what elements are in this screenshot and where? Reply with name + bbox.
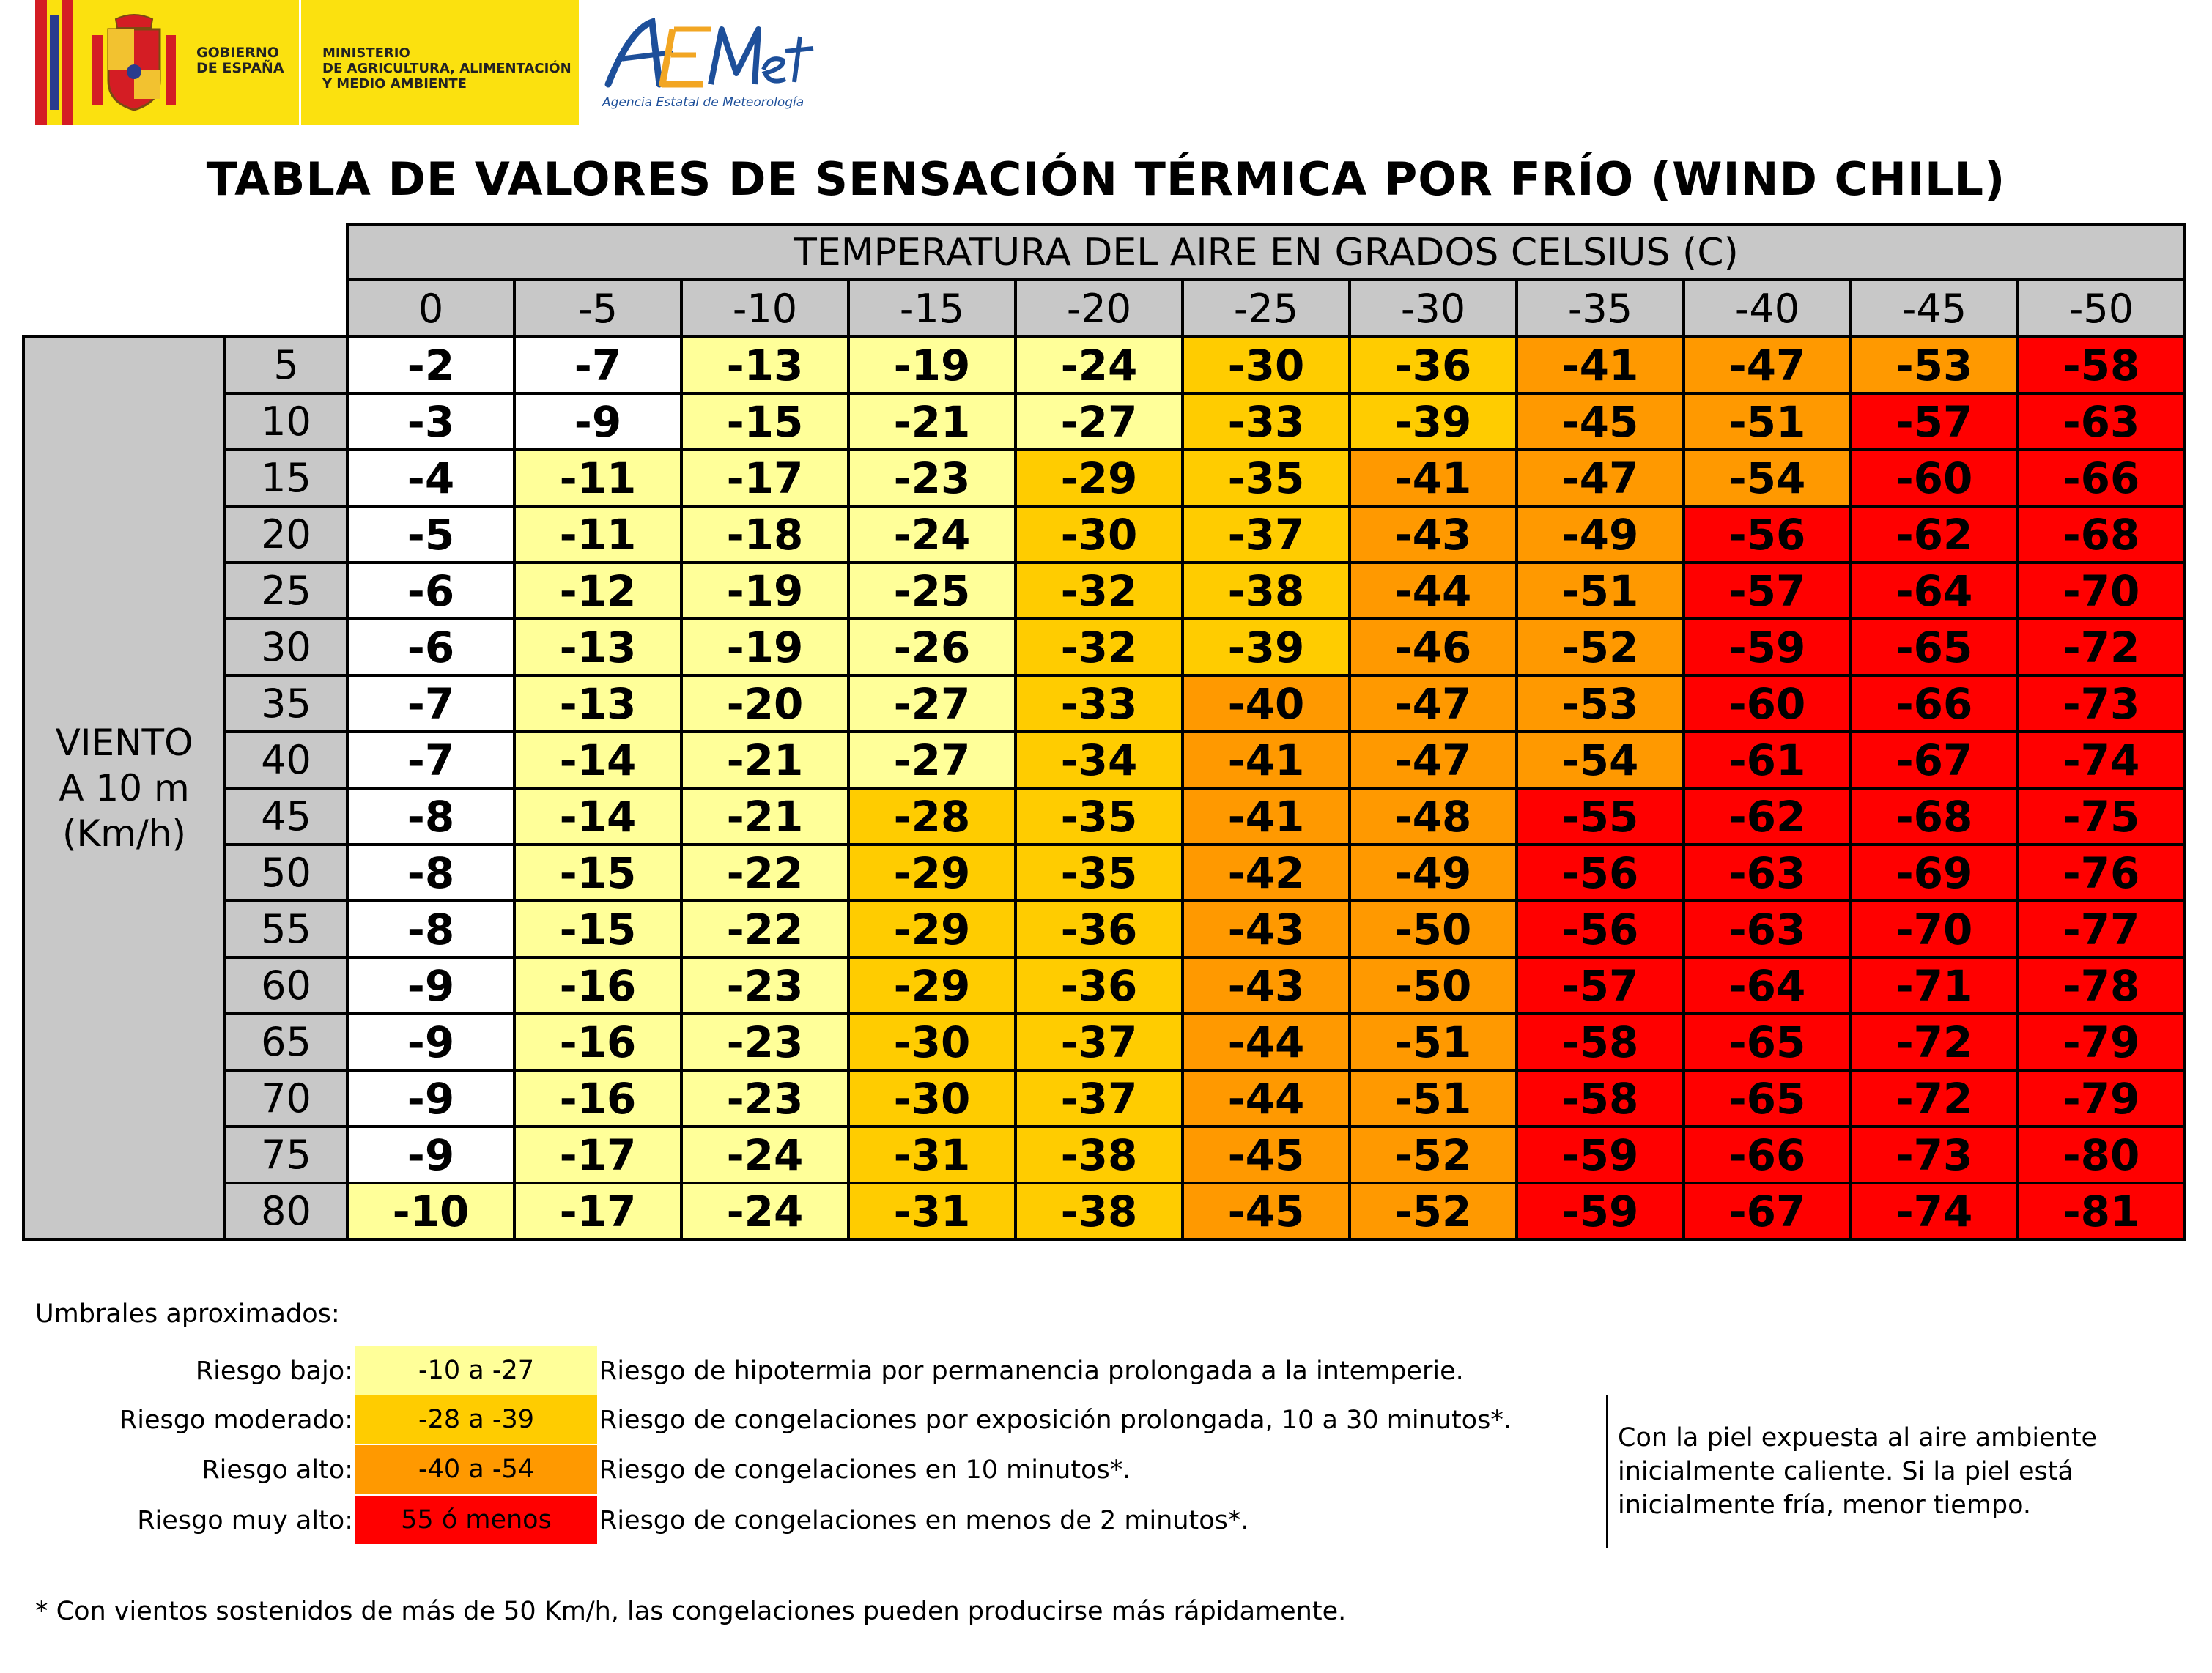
wind-chill-cell: -41 — [1183, 788, 1350, 845]
wind-chill-cell: -63 — [2018, 393, 2185, 450]
legend-range-swatch: -28 a -39 — [355, 1395, 597, 1444]
wind-chill-cell: -20 — [681, 675, 848, 732]
wind-chill-cell: -8 — [347, 901, 514, 957]
header-divider — [299, 0, 301, 125]
wind-speed-label: 60 — [225, 957, 347, 1014]
wind-chill-cell: -3 — [347, 393, 514, 450]
temperature-column-header: -20 — [1016, 280, 1183, 337]
wind-chill-cell: -62 — [1851, 506, 2018, 563]
footnote: * Con vientos sostenidos de más de 50 Km/h, las congelaciones pueden producirse más rápidamente. — [35, 1597, 1347, 1626]
wind-chill-cell: -44 — [1183, 1014, 1350, 1070]
wind-chill-cell: -28 — [848, 788, 1016, 845]
wind-speed-label: 45 — [225, 788, 347, 845]
wind-chill-cell: -77 — [2018, 901, 2185, 957]
wind-chill-cell: -70 — [2018, 563, 2185, 619]
wind-chill-cell: -27 — [1016, 393, 1183, 450]
wind-chill-cell: -51 — [1350, 1014, 1517, 1070]
wind-chill-cell: -17 — [514, 1127, 681, 1183]
wind-chill-cell: -42 — [1183, 845, 1350, 901]
wind-speed-label: 75 — [225, 1127, 347, 1183]
wind-chill-cell: -7 — [514, 337, 681, 393]
wind-chill-cell: -58 — [2018, 337, 2185, 393]
wind-chill-cell: -31 — [848, 1127, 1016, 1183]
wind-chill-cell: -45 — [1517, 393, 1684, 450]
wind-chill-cell: -72 — [1851, 1014, 2018, 1070]
wind-chill-cell: -51 — [1350, 1070, 1517, 1127]
wind-chill-cell: -57 — [1684, 563, 1851, 619]
wind-speed-label: 80 — [225, 1183, 347, 1239]
wind-chill-cell: -58 — [1517, 1014, 1684, 1070]
table-row — [23, 1183, 2185, 1239]
wind-chill-cell: -44 — [1183, 1070, 1350, 1127]
wind-chill-cell: -59 — [1517, 1127, 1684, 1183]
legend-risk-label: Riesgo alto: — [201, 1455, 353, 1485]
wind-chill-cell: -39 — [1183, 619, 1350, 675]
wind-chill-cell: -41 — [1350, 450, 1517, 506]
wind-chill-cell: -18 — [681, 506, 848, 563]
wind-chill-cell: -17 — [681, 450, 848, 506]
wind-chill-cell: -16 — [514, 957, 681, 1014]
wind-chill-cell: -51 — [1517, 563, 1684, 619]
wind-chill-cell: -78 — [2018, 957, 2185, 1014]
wind-chill-cell: -79 — [2018, 1014, 2185, 1070]
temperature-column-header: -40 — [1684, 280, 1851, 337]
wind-chill-cell: -57 — [1517, 957, 1684, 1014]
wind-chill-cell: -29 — [848, 845, 1016, 901]
table-row — [23, 393, 2185, 450]
wind-chill-cell: -48 — [1350, 788, 1517, 845]
wind-chill-cell: -35 — [1183, 450, 1350, 506]
wind-chill-cell: -19 — [848, 337, 1016, 393]
wind-chill-cell: -47 — [1350, 675, 1517, 732]
wind-chill-cell: -49 — [1350, 845, 1517, 901]
wind-chill-cell: -8 — [347, 845, 514, 901]
wind-chill-cell: -79 — [2018, 1070, 2185, 1127]
wind-chill-cell: -53 — [1517, 675, 1684, 732]
wind-chill-cell: -76 — [2018, 845, 2185, 901]
wind-chill-cell: -24 — [848, 506, 1016, 563]
wind-chill-cell: -35 — [1016, 845, 1183, 901]
wind-chill-cell: -10 — [347, 1183, 514, 1239]
wind-chill-cell: -33 — [1016, 675, 1183, 732]
wind-chill-cell: -73 — [2018, 675, 2185, 732]
wind-chill-cell: -65 — [1684, 1014, 1851, 1070]
wind-chill-cell: -34 — [1016, 732, 1183, 788]
wind-speed-label: 50 — [225, 845, 347, 901]
wind-chill-cell: -30 — [1183, 337, 1350, 393]
spain-flag-icon — [35, 0, 73, 125]
wind-chill-cell: -9 — [347, 1014, 514, 1070]
wind-chill-cell: -23 — [681, 957, 848, 1014]
wind-chill-cell: -36 — [1016, 901, 1183, 957]
temperature-column-header: -10 — [681, 280, 848, 337]
table-row — [23, 901, 2185, 957]
aemet-subtitle: Agencia Estatal de Meteorología — [602, 95, 804, 110]
wind-chill-cell: -22 — [681, 901, 848, 957]
wind-speed-label: 30 — [225, 619, 347, 675]
table-corner — [23, 225, 225, 280]
legend-range-swatch: -40 a -54 — [355, 1445, 597, 1494]
page-title: TABLA DE VALORES DE SENSACIÓN TÉRMICA POR FRÍO (WIND CHILL) — [206, 152, 2006, 206]
wind-chill-cell: -9 — [347, 1127, 514, 1183]
temperature-column-header: -45 — [1851, 280, 2018, 337]
wind-chill-cell: -19 — [681, 563, 848, 619]
temperature-column-header: -15 — [848, 280, 1016, 337]
wind-chill-cell: -8 — [347, 788, 514, 845]
table-row — [23, 788, 2185, 845]
wind-chill-cell: -43 — [1183, 901, 1350, 957]
wind-chill-cell: -22 — [681, 845, 848, 901]
table-row — [23, 563, 2185, 619]
wind-speed-label: 40 — [225, 732, 347, 788]
wind-chill-cell: -68 — [2018, 506, 2185, 563]
wind-chill-cell: -39 — [1350, 393, 1517, 450]
table-row — [23, 1070, 2185, 1127]
wind-chill-cell: -66 — [2018, 450, 2185, 506]
wind-chill-cell: -26 — [848, 619, 1016, 675]
wind-chill-cell: -52 — [1350, 1127, 1517, 1183]
wind-chill-cell: -32 — [1016, 563, 1183, 619]
wind-chill-cell: -11 — [514, 450, 681, 506]
wind-chill-cell: -45 — [1183, 1127, 1350, 1183]
table-row — [23, 337, 2185, 393]
wind-chill-cell: -30 — [848, 1070, 1016, 1127]
wind-chill-cell: -56 — [1684, 506, 1851, 563]
wind-chill-cell: -74 — [1851, 1183, 2018, 1239]
wind-speed-label: 35 — [225, 675, 347, 732]
wind-chill-cell: -31 — [848, 1183, 1016, 1239]
wind-speed-label: 65 — [225, 1014, 347, 1070]
wind-chill-cell: -63 — [1684, 901, 1851, 957]
table-row — [23, 1127, 2185, 1183]
wind-chill-cell: -59 — [1517, 1183, 1684, 1239]
wind-speed-label: 10 — [225, 393, 347, 450]
wind-chill-cell: -47 — [1684, 337, 1851, 393]
wind-chill-cell: -19 — [681, 619, 848, 675]
wind-chill-cell: -37 — [1016, 1070, 1183, 1127]
legend-risk-label: Riesgo bajo: — [195, 1357, 353, 1386]
wind-chill-cell: -70 — [1851, 901, 2018, 957]
wind-chill-cell: -72 — [2018, 619, 2185, 675]
table-row — [23, 732, 2185, 788]
wind-chill-cell: -6 — [347, 563, 514, 619]
wind-speed-label: 70 — [225, 1070, 347, 1127]
legend-range-swatch: -10 a -27 — [355, 1346, 597, 1395]
wind-chill-cell: -24 — [681, 1183, 848, 1239]
wind-chill-cell: -38 — [1183, 563, 1350, 619]
table-row — [23, 845, 2185, 901]
wind-chill-cell: -41 — [1183, 732, 1350, 788]
wind-chill-cell: -32 — [1016, 619, 1183, 675]
wind-chill-cell: -65 — [1684, 1070, 1851, 1127]
wind-chill-cell: -7 — [347, 675, 514, 732]
table-row — [23, 957, 2185, 1014]
wind-chill-cell: -2 — [347, 337, 514, 393]
legend-risk-description: Riesgo de congelaciones en 10 minutos*. — [599, 1455, 1131, 1485]
wind-chill-cell: -30 — [1016, 506, 1183, 563]
skin-note: Con la piel expuesta al aire ambiente inicialmente caliente. Si la piel está inicialmente fría, menor tiempo. — [1618, 1423, 2098, 1520]
wind-chill-cell: -64 — [1851, 563, 2018, 619]
wind-speed-label: 20 — [225, 506, 347, 563]
wind-chill-cell: -61 — [1684, 732, 1851, 788]
wind-chill-cell: -50 — [1350, 957, 1517, 1014]
table-row — [23, 506, 2185, 563]
wind-chill-cell: -81 — [2018, 1183, 2185, 1239]
legend-risk-description: Riesgo de congelaciones en menos de 2 minutos*. — [599, 1506, 1249, 1535]
wind-chill-cell: -23 — [681, 1014, 848, 1070]
table-corner — [23, 280, 225, 337]
table-row — [23, 675, 2185, 732]
wind-chill-cell: -45 — [1183, 1183, 1350, 1239]
wind-chill-cell: -58 — [1517, 1070, 1684, 1127]
wind-chill-cell: -13 — [514, 619, 681, 675]
wind-chill-cell: -52 — [1350, 1183, 1517, 1239]
wind-chill-cell: -67 — [1851, 732, 2018, 788]
wind-chill-cell: -21 — [848, 393, 1016, 450]
temperature-column-header: -25 — [1183, 280, 1350, 337]
wind-chill-cell: -40 — [1183, 675, 1350, 732]
wind-chill-cell: -62 — [1684, 788, 1851, 845]
wind-speed-label: 5 — [225, 337, 347, 393]
wind-chill-cell: -56 — [1517, 845, 1684, 901]
wind-chill-cell: -16 — [514, 1014, 681, 1070]
wind-chill-cell: -72 — [1851, 1070, 2018, 1127]
wind-chill-cell: -16 — [514, 1070, 681, 1127]
wind-chill-cell: -7 — [347, 732, 514, 788]
wind-chill-cell: -63 — [1684, 845, 1851, 901]
temperature-column-header: -30 — [1350, 280, 1517, 337]
wind-chill-cell: -71 — [1851, 957, 2018, 1014]
wind-chill-cell: -50 — [1350, 901, 1517, 957]
wind-chill-cell: -66 — [1684, 1127, 1851, 1183]
wind-chill-cell: -54 — [1517, 732, 1684, 788]
wind-chill-cell: -43 — [1350, 506, 1517, 563]
wind-chill-cell: -9 — [514, 393, 681, 450]
wind-chill-cell: -24 — [681, 1127, 848, 1183]
table-row — [23, 1014, 2185, 1070]
wind-chill-cell: -44 — [1350, 563, 1517, 619]
wind-chill-cell: -73 — [1851, 1127, 2018, 1183]
wind-chill-cell: -35 — [1016, 788, 1183, 845]
temperature-column-header: -5 — [514, 280, 681, 337]
wind-chill-cell: -74 — [2018, 732, 2185, 788]
wind-chill-cell: -53 — [1851, 337, 2018, 393]
table-corner — [225, 225, 347, 280]
temperature-column-header: 0 — [347, 280, 514, 337]
wind-chill-cell: -27 — [848, 675, 1016, 732]
wind-chill-cell: -30 — [848, 1014, 1016, 1070]
wind-chill-cell: -23 — [848, 450, 1016, 506]
wind-chill-cell: -55 — [1517, 788, 1684, 845]
wind-chill-cell: -15 — [514, 845, 681, 901]
table-row — [23, 619, 2185, 675]
wind-chill-cell: -29 — [848, 957, 1016, 1014]
wind-chill-cell: -9 — [347, 957, 514, 1014]
thresholds-heading: Umbrales aproximados: — [35, 1299, 340, 1329]
wind-chill-cell: -23 — [681, 1070, 848, 1127]
wind-chill-cell: -65 — [1851, 619, 2018, 675]
wind-chill-cell: -47 — [1350, 732, 1517, 788]
wind-chill-cell: -15 — [514, 901, 681, 957]
wind-chill-cell: -46 — [1350, 619, 1517, 675]
wind-chill-cell: -33 — [1183, 393, 1350, 450]
legend-divider — [1606, 1395, 1608, 1548]
wind-chill-cell: -36 — [1016, 957, 1183, 1014]
legend-range-swatch: 55 ó menos — [355, 1496, 597, 1544]
wind-chill-cell: -24 — [1016, 337, 1183, 393]
legend-risk-description: Riesgo de congelaciones por exposición prolongada, 10 a 30 minutos*. — [599, 1406, 1512, 1435]
wind-chill-cell: -9 — [347, 1070, 514, 1127]
wind-chill-cell: -59 — [1684, 619, 1851, 675]
wind-chill-cell: -29 — [848, 901, 1016, 957]
wind-chill-cell: -68 — [1851, 788, 2018, 845]
temperature-column-header: -50 — [2018, 280, 2185, 337]
table-corner — [225, 280, 347, 337]
wind-chill-cell: -47 — [1517, 450, 1684, 506]
wind-axis-label: VIENTO A 10 m (Km/h) — [23, 337, 225, 1239]
wind-chill-cell: -14 — [514, 732, 681, 788]
wind-chill-cell: -41 — [1517, 337, 1684, 393]
wind-chill-cell: -13 — [514, 675, 681, 732]
wind-chill-cell: -52 — [1517, 619, 1684, 675]
wind-chill-cell: -49 — [1517, 506, 1684, 563]
wind-speed-label: 25 — [225, 563, 347, 619]
wind-chill-cell: -15 — [681, 393, 848, 450]
wind-chill-cell: -54 — [1684, 450, 1851, 506]
wind-chill-cell: -43 — [1183, 957, 1350, 1014]
wind-speed-label: 55 — [225, 901, 347, 957]
temperature-column-header: -35 — [1517, 280, 1684, 337]
wind-chill-cell: -29 — [1016, 450, 1183, 506]
wind-chill-cell: -37 — [1183, 506, 1350, 563]
wind-chill-cell: -4 — [347, 450, 514, 506]
wind-speed-label: 15 — [225, 450, 347, 506]
wind-chill-cell: -64 — [1684, 957, 1851, 1014]
wind-chill-cell: -5 — [347, 506, 514, 563]
wind-chill-cell: -66 — [1851, 675, 2018, 732]
wind-chill-cell: -6 — [347, 619, 514, 675]
wind-chill-cell: -60 — [1684, 675, 1851, 732]
wind-chill-cell: -21 — [681, 788, 848, 845]
legend-risk-description: Riesgo de hipotermia por permanencia prolongada a la intemperie. — [599, 1357, 1464, 1386]
legend-risk-label: Riesgo moderado: — [119, 1406, 353, 1435]
wind-chill-cell: -37 — [1016, 1014, 1183, 1070]
wind-chill-cell: -17 — [514, 1183, 681, 1239]
wind-chill-cell: -67 — [1684, 1183, 1851, 1239]
table-row — [23, 450, 2185, 506]
temperature-header: TEMPERATURA DEL AIRE EN GRADOS CELSIUS (C) — [347, 225, 2185, 280]
wind-chill-table — [22, 223, 2186, 1241]
legend-risk-label: Riesgo muy alto: — [137, 1506, 353, 1535]
wind-chill-cell: -51 — [1684, 393, 1851, 450]
wind-chill-cell: -12 — [514, 563, 681, 619]
gobierno-de-espana-text: GOBIERNO DE ESPAÑA — [196, 45, 284, 76]
wind-chill-cell: -13 — [681, 337, 848, 393]
wind-chill-cell: -56 — [1517, 901, 1684, 957]
wind-chill-cell: -25 — [848, 563, 1016, 619]
wind-chill-cell: -69 — [1851, 845, 2018, 901]
wind-chill-cell: -80 — [2018, 1127, 2185, 1183]
wind-chill-cell: -27 — [848, 732, 1016, 788]
wind-chill-cell: -36 — [1350, 337, 1517, 393]
wind-chill-cell: -60 — [1851, 450, 2018, 506]
wind-chill-cell: -38 — [1016, 1127, 1183, 1183]
ministerio-text: MINISTERIO DE AGRICULTURA, ALIMENTACIÓN Y MEDIO AMBIENTE — [322, 45, 572, 92]
wind-chill-cell: -11 — [514, 506, 681, 563]
wind-chill-cell: -75 — [2018, 788, 2185, 845]
wind-chill-cell: -38 — [1016, 1183, 1183, 1239]
wind-chill-cell: -57 — [1851, 393, 2018, 450]
wind-chill-cell: -14 — [514, 788, 681, 845]
wind-chill-cell: -21 — [681, 732, 848, 788]
coat-of-arms-icon — [86, 13, 182, 114]
